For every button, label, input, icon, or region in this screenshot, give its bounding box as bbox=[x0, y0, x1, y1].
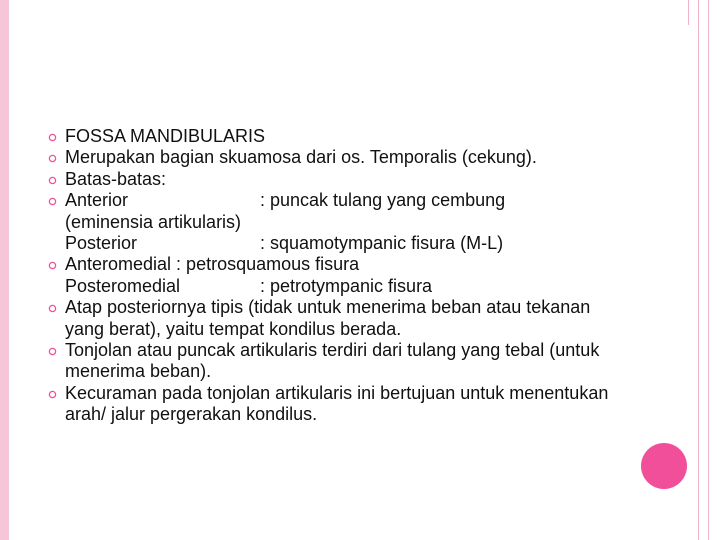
bullet-item-7 bbox=[40, 383, 610, 426]
right-line-3 bbox=[708, 0, 709, 540]
bullet-item-2 bbox=[40, 169, 610, 190]
slide-content bbox=[40, 126, 610, 426]
posteromedial-line bbox=[65, 276, 610, 297]
circle-outline-bullet-icon bbox=[40, 340, 65, 356]
posteromedial-value: : petrotympanic fisura bbox=[260, 275, 433, 296]
bullet-item-5 bbox=[40, 297, 610, 340]
circle-outline-bullet-icon bbox=[40, 126, 65, 142]
circle-outline-bullet-icon bbox=[40, 190, 65, 206]
pink-dot-icon bbox=[641, 443, 687, 489]
circle-outline-bullet-icon bbox=[40, 147, 65, 163]
bullet-text-6: Tonjolan atau puncak artikularis terdiri dari tulang yang tebal (untuk menerima beban). bbox=[65, 340, 600, 382]
bullet-item-4 bbox=[40, 254, 610, 297]
bullet-text-2: Batas-batas: bbox=[65, 168, 167, 189]
circle-outline-bullet-icon bbox=[40, 297, 65, 313]
posterior-line bbox=[65, 233, 610, 254]
posteromedial-label: Posteromedial bbox=[65, 275, 181, 296]
right-line-2 bbox=[698, 0, 699, 540]
circle-outline-bullet-icon bbox=[40, 383, 65, 399]
anterior-value: : puncak tulang yang cembung bbox=[260, 190, 506, 211]
bullet-item-3 bbox=[40, 190, 610, 254]
bullet-text-1: Merupakan bagian skuamosa dari os. Temporalis (cekung). bbox=[65, 147, 537, 168]
bullet-item-1 bbox=[40, 147, 610, 168]
circle-outline-bullet-icon bbox=[40, 254, 65, 270]
anterior-line bbox=[65, 190, 610, 211]
bullet-item-6 bbox=[40, 340, 610, 383]
bullet-text-5: Atap posteriornya tipis (tidak untuk menerima beban atau tekanan yang berat), yaitu tempat kondilus berada. bbox=[65, 297, 591, 339]
bullet-text-7: Kecuraman pada tonjolan artikularis ini bertujuan untuk menentukan arah/ jalur pergerakan kondilus. bbox=[65, 382, 609, 425]
bullet-text-3 bbox=[65, 190, 610, 254]
anterior-label: Anterior bbox=[65, 190, 129, 211]
circle-outline-bullet-icon bbox=[40, 169, 65, 185]
posterior-value: : squamotympanic fisura (M-L) bbox=[260, 233, 504, 254]
bullet-text-4 bbox=[65, 254, 610, 297]
anteromedial-line: Anteromedial : petrosquamous fisura bbox=[65, 254, 360, 275]
anterior-continuation: (eminensia artikularis) bbox=[65, 211, 242, 232]
right-line-1 bbox=[688, 0, 689, 25]
slide-title: FOSSA MANDIBULARIS bbox=[65, 126, 266, 146]
left-decorative-stripe bbox=[0, 0, 9, 540]
posterior-label: Posterior bbox=[65, 233, 138, 254]
bullet-title-row bbox=[40, 126, 610, 147]
